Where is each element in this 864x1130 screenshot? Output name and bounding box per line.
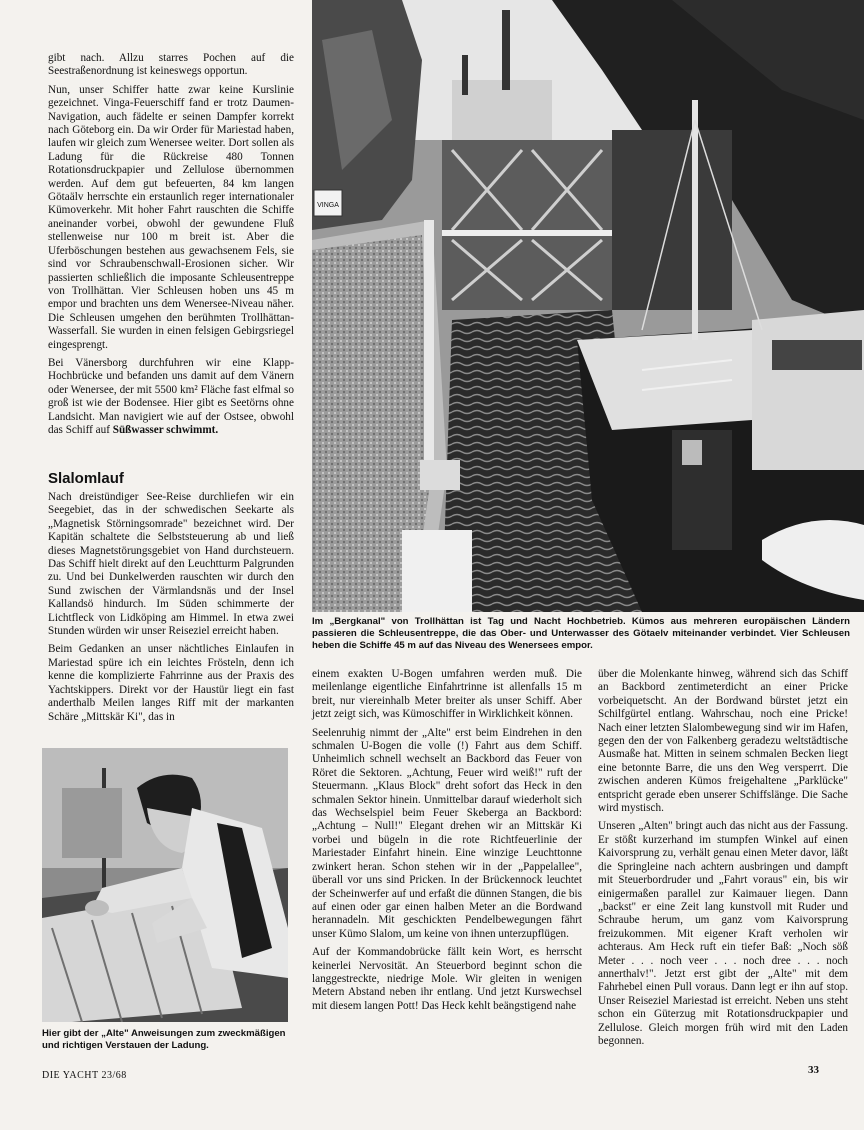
section-heading: Slalomlauf (48, 470, 124, 487)
paragraph (48, 357, 294, 437)
paragraph: einem exakten U-Bogen umfahren werden muß. Die meilenlange eigentliche Einfahrtrinne ist allenfalls 15 m breit, nur viereinhalb Meter breiter als unser Schiff. Aber jetzt zeigt sich, was Kümoschiffer in Wirklichkeit können. (312, 668, 582, 721)
paragraph: Beim Gedanken an unser nächtliches Einlaufen in Mariestad spüre ich ein leichtes Frösteln, denn ich kenne die komplizierte Fahrrinne aus der Praxis des Yachtskippers. Direkt vor der Haustür liegt ein fast anderthalb Meilen langes Riff mit der markanten Schäre „Mittskär Ki", das in (48, 643, 294, 723)
paragraph: Auf der Kommandobrücke fällt kein Wort, es herrscht keinerlei Nervosität. An Steuerbord beginnt schon die langgestreckte, niedrige Mole. Wir gleiten in wenigen Metern Abstand neben ihr entlang. Und jetzt Kurswechsel mit diesem langen Pott! Das Heck kehlt beängstigend nahe (312, 946, 582, 1012)
captain-photo (42, 748, 288, 1022)
bold-phrase: Süßwasser schwimmt. (112, 423, 219, 436)
paragraph: gibt nach. Allzu starres Pochen auf die Seestraßenordnung ist keineswegs opportun. (48, 52, 294, 78)
paragraph: Nach dreistündiger See-Reise durchliefen wir ein Seegebiet, das in der schwedischen Seekarte als „Magnetisk Störningsomrade" bezeichnet wird. Der Kapitän schaltete die Selbststeuerung ab und ließ dieses Magnetstörungsgebiet von Hand durchsteuern. Das Schiff hielt direkt auf den Leuchtturm Palgrunden zu. Und bei Dunkelwerden rauschten wir durch den Sund zwischen der Värmlandsnäs und der Insel Kallandsö hindurch. Im Süden schimmerte der Lichtfleck von Lidköping am Himmel. In etwa zwei Stunden würden wir unser Reiseziel erreicht haben. (48, 491, 294, 638)
photo-sign-text: VINGA (317, 202, 339, 209)
article-column-middle (312, 668, 582, 1018)
paragraph: über die Molenkante hinweg, während sich das Schiff an Backbord zentimeterdicht an einer Pricke vorbeiquetscht. An der Bordwand bürstet jetzt ein Schilfgürtel entlang. Wahrschau, noch eine Pricke! Nach einer letzten Slalombewegung sind wir im Hafen, gegen den der von Falkenberg geradezu weltstädtische Ausmaße hat. Mitten in seinem schmalen Becken liegt eine betonnte Barre, die uns den Weg versperrt. Die zwischen anderen Kümos freigehaltene „Parklücke" entspricht gerade eben unserer Schiffslänge. Die Sache wird mystisch. (598, 668, 848, 815)
magazine-issue: DIE YACHT 23/68 (42, 1070, 127, 1081)
article-column-left-mid (48, 470, 294, 729)
photo-caption-top: Im „Bergkanal" von Trollhättan ist Tag und Nacht Hochbetrieb. Kümos aus mehreren europäischen Ländern passieren die Schleusentreppe, die das Ober- und Unterwasser des Götaelv miteinander verbindet. Vier Schleusen heben die Schiffe 45 m auf das Niveau des Wenersees empor. (312, 616, 850, 651)
article-column-left-top (48, 52, 294, 442)
paragraph: Seelenruhig nimmt der „Alte" erst beim Eindrehen in den schmalen U-Bogen die volle (!) Fahrt aus dem Schiff. Unheimlich schnell wechselt an Backbord das Feuer von Röret die Sektoren. „Achtung, Feuer wird weiß!" ruft der Steuermann. „Klaus Block" dreht sofort das Heck in den schmalen Sektor hinein. Unmittelbar darauf wiederholt sich das Wechselspiel beim Feuer Skeberga an Backbord: „Achtung – Null!" Elegant drehen wir an Mittskär Ki vorbei und bügeln in die rote Richtfeuerlinie der Mariestader Einfahrt hinein. Eine winzige Leuchttonne zwinkert heran. Schon stehen wir in der „Pappelallee", überall vor uns sind Pricken. In der Brückennock leuchtet der Scheinwerfer auf und erfaßt die dünnen Stangen, die bis auf einen oder gar einen halben Meter an die Bordwand herannadeln. Mit geschickten Pendelbewegungen fährt unser Kümo Slalom, um keine von ihnen unterzupflügen. (312, 726, 582, 940)
photo-caption-bottom: Hier gibt der „Alte" Anweisungen zum zweckmäßigen und richtigen Verstauen der Ladung. (42, 1028, 286, 1051)
article-column-right (598, 668, 848, 1053)
lock-ships-photo (312, 0, 864, 612)
paragraph: Nun, unser Schiffer hatte zwar keine Kurslinie gezeichnet. Vinga-Feuerschiff fand er trotz Daumen-Navigation, auch fädelte er seinen Dampfer korrekt nach Göteborg ein. Da wir Order für Mariestad haben, laufen wir gleich zum Wenersee weiter. Dort sollen als Ladung für die Rückreise 480 Tonnen Rotationsdruckpapier und Zellulose übernommen werden. Auf dem gut befeuerten, 84 km langen Götaälv herrschte ein erstaunlich reger internationaler Kümoverkehr. Mit hoher Fahrt rauschten die Schiffe aneinander vorbei, obwohl der gewundene Fluß stellenweise nur 100 m breit ist. Aber die Uferböschungen bestehen aus gewachsenem Fels, sie sind vor Schraubenschwall-Erosionen sicher. Wir passierten schließlich die imposante Schleusentreppe von Trollhättan. Vier Schleusen hoben uns 45 m empor und brachten uns dem Wenersee-Niveau näher. Die Schleusen umgehen den berühmten Trollhättan-Wasserfall. Sie wurden in einen felsigen Gebirgsriegel eingesprengt. (48, 83, 294, 351)
paragraph: Unseren „Alten" bringt auch das nicht aus der Fassung. Er stößt kurzerhand im stumpfen Winkel auf einen Kaivorsprung zu, verhält genau einen Meter davor, läßt die Springleine nach achtern ausbringen und dampft mit Steuerbordruder und „Fahrt voraus" ein, bis wir einigermaßen parallel zur Kaimauer liegen. Dann „backst" er eine Zeit lang kunstvoll mit Ruder und Schraube herum, um ganz vom Kaivorsprung freizukommen. Mit eigener Kraft verholen wir achteraus. Am Heck ruft ein tiefer Baß: „Noch söß Meter . . . noch veer . . . noch dree . . . noch annerthalv!". Jetzt erst gibt der „Alte" mit dem Fahrhebel einen Pull voraus. Dann legt er ihn auf stop. Unser Reiseziel Mariestad ist erreicht. Neben uns steht schon ein Güterzug mit Rotationsdruckpapier und Zellulose. Gleich morgen früh wird mit den Laden begonnen. (598, 820, 848, 1047)
page-number: 33 (808, 1064, 819, 1076)
paragraph-text: Bei Vänersborg durchfuhren wir eine Klapp-Hochbrücke und befanden uns damit auf dem Vänern oder Wenersee, der mit 5500 km² Fläche fast elfmal so groß ist wie der Bodensee. Hier gibt es Seetörns ohne Landsicht. Man navigiert wie auf der Ostsee, obwohl das Schiff auf (48, 356, 294, 436)
